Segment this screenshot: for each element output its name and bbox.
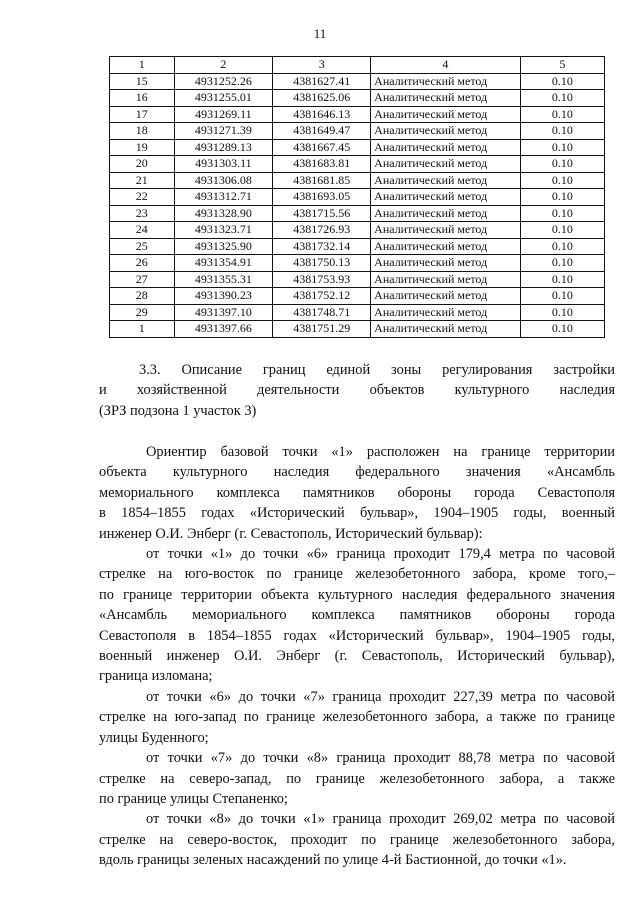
paragraph-line: стрелке на юго-запад по границе железобетонного забора, а также по границе (99, 709, 615, 726)
table-row (110, 106, 605, 123)
table-row (110, 156, 605, 173)
table-cell: 29 (110, 304, 175, 321)
table-header-cell: 1 (110, 57, 175, 74)
paragraph-line: по границе территории объекта культурного наследия федерального значения (99, 586, 615, 603)
table-cell: 16 (110, 90, 175, 107)
table-cell: 0.10 (520, 73, 604, 90)
table-cell: 4381752.12 (273, 288, 371, 305)
table-cell: 4381627.41 (273, 73, 371, 90)
table-header-cell: 5 (520, 57, 604, 74)
table-cell: 27 (110, 271, 175, 288)
table-cell: 4381646.13 (273, 106, 371, 123)
table-row (110, 205, 605, 222)
paragraph-line: граница изломана; (99, 668, 213, 685)
table-cell: 4931306.08 (174, 172, 273, 189)
table-cell: Аналитический метод (371, 222, 521, 239)
table-cell: 4931323.71 (174, 222, 273, 239)
table-cell: Аналитический метод (371, 304, 521, 321)
table-header-cell: 4 (371, 57, 521, 74)
paragraph (99, 809, 615, 870)
table-cell: 23 (110, 205, 175, 222)
table-row (110, 288, 605, 305)
table-cell: 26 (110, 255, 175, 272)
table-cell: Аналитический метод (371, 271, 521, 288)
table-cell: 4931397.10 (174, 304, 273, 321)
table-cell: 0.10 (520, 172, 604, 189)
paragraph-line: вдоль границы зеленых насаждений по улице 4-й Бастионной, до точки «1». (99, 852, 567, 869)
table-cell: 4931252.26 (174, 73, 273, 90)
table-cell: 4931255.01 (174, 90, 273, 107)
table-cell: 0.10 (520, 123, 604, 140)
paragraph (99, 687, 615, 748)
paragraph-line: стрелке на северо-восток, проходит по границе железобетонного забора, (99, 831, 615, 848)
table-row (110, 321, 605, 338)
table-cell: Аналитический метод (371, 205, 521, 222)
table-cell: 4931312.71 (174, 189, 273, 206)
table-cell: Аналитический метод (371, 321, 521, 338)
table-cell: Аналитический метод (371, 123, 521, 140)
paragraph-line: стрелке на юго-восток по границе железобетонного забора, кроме того,– (99, 566, 615, 583)
table-cell: 22 (110, 189, 175, 206)
table-cell: 0.10 (520, 222, 604, 239)
page-number: 11 (313, 26, 327, 41)
paragraph-line: улицы Буденного; (99, 729, 209, 746)
table-cell: 24 (110, 222, 175, 239)
paragraph-line: от точки «7» до точки «8» граница проходит 88,78 метра по часовой (146, 750, 615, 767)
table-cell: 0.10 (520, 205, 604, 222)
table-cell: 20 (110, 156, 175, 173)
table-row (110, 73, 605, 90)
table-cell: 1 (110, 321, 175, 338)
table-cell: 28 (110, 288, 175, 305)
table-row (110, 222, 605, 239)
table-cell: 4381726.93 (273, 222, 371, 239)
paragraph-line: от точки «8» до точки «1» граница проходит 269,02 метра по часовой (146, 811, 615, 828)
paragraph-line: инженер О.И. Энберг (г. Севастополь, Исторический бульвар): (99, 525, 483, 542)
paragraph-line: по границе улицы Степаненко; (99, 790, 288, 807)
table-cell: 4381683.81 (273, 156, 371, 173)
table-cell: 4931271.39 (174, 123, 273, 140)
table-cell: 4931269.11 (174, 106, 273, 123)
table-cell: 0.10 (520, 288, 604, 305)
table-row (110, 139, 605, 156)
paragraph (99, 748, 615, 809)
table-cell: 19 (110, 139, 175, 156)
table-header-row (110, 57, 605, 74)
table-cell: 4931390.23 (174, 288, 273, 305)
table-cell: Аналитический метод (371, 172, 521, 189)
paragraph-line: объекта культурного наследия федерального значения «Ансамбль (99, 464, 615, 481)
table-cell: Аналитический метод (371, 73, 521, 90)
table-row (110, 238, 605, 255)
paragraph-line: от точки «6» до точки «7» граница проходит 227,39 метра по часовой (146, 688, 615, 705)
section-heading-line: и хозяйственной деятельности объектов культурного наследия (99, 382, 615, 399)
paragraph-line: Ориентир базовой точки «1» расположен на границе территории (146, 444, 615, 460)
table-cell: 0.10 (520, 90, 604, 107)
table-row (110, 172, 605, 189)
table-header-cell: 3 (273, 57, 371, 74)
section-heading-line: (ЗРЗ подзона 1 участок 3) (99, 402, 257, 419)
table-cell: Аналитический метод (371, 139, 521, 156)
coordinates-table (109, 56, 605, 338)
table-cell: Аналитический метод (371, 156, 521, 173)
paragraph-line: военный инженер О.И. Энберг (г. Севастополь, Исторический бульвар), (99, 648, 615, 665)
table-cell: 0.10 (520, 189, 604, 206)
table-cell: Аналитический метод (371, 189, 521, 206)
table-row (110, 255, 605, 272)
table-cell: 4381625.06 (273, 90, 371, 107)
table-cell: 0.10 (520, 304, 604, 321)
table-cell: 25 (110, 238, 175, 255)
table-cell: 15 (110, 73, 175, 90)
table-cell: 4931354.91 (174, 255, 273, 272)
table-cell: Аналитический метод (371, 90, 521, 107)
table-cell: 17 (110, 106, 175, 123)
paragraph-line: в 1854–1855 годах «Исторический бульвар», 1904–1905 годы, военный (99, 505, 615, 522)
table-cell: 18 (110, 123, 175, 140)
table-cell: 4381751.29 (273, 321, 371, 338)
table-cell: 4931303.11 (174, 156, 273, 173)
section-heading (99, 360, 615, 421)
table-cell: 4381715.56 (273, 205, 371, 222)
table-cell: 4381681.85 (273, 172, 371, 189)
table-row (110, 90, 605, 107)
table-cell: 0.10 (520, 106, 604, 123)
table-cell: 0.10 (520, 255, 604, 272)
section-heading-line: 3.3. Описание границ единой зоны регулирования застройки (139, 362, 615, 378)
table-row (110, 271, 605, 288)
table-row (110, 123, 605, 140)
paragraph-line: мемориального комплекса памятников обороны города Севастополя (99, 484, 615, 501)
table-cell: 21 (110, 172, 175, 189)
table-body (110, 73, 605, 337)
table-cell: 4381732.14 (273, 238, 371, 255)
table-cell: 4931289.13 (174, 139, 273, 156)
table-cell: 4931325.90 (174, 238, 273, 255)
table-cell: Аналитический метод (371, 106, 521, 123)
table-cell: Аналитический метод (371, 288, 521, 305)
table-cell: 0.10 (520, 271, 604, 288)
table-cell: 0.10 (520, 139, 604, 156)
paragraph-line: «Ансамбль мемориального комплекса памятников обороны города (99, 607, 615, 624)
table-cell: 4381748.71 (273, 304, 371, 321)
table-cell: 4381750.13 (273, 255, 371, 272)
paragraph-line: Севастополя в 1854–1855 годах «Исторический бульвар», 1904–1905 годы, (99, 627, 615, 644)
table-cell: 4381667.45 (273, 139, 371, 156)
table-cell: 4931397.66 (174, 321, 273, 338)
table-cell: 0.10 (520, 238, 604, 255)
table-cell: 4381753.93 (273, 271, 371, 288)
table-cell: 4931355.31 (174, 271, 273, 288)
table-cell: 0.10 (520, 321, 604, 338)
table-cell: 0.10 (520, 156, 604, 173)
boundary-description (99, 442, 615, 871)
table-cell: 4931328.90 (174, 205, 273, 222)
table-cell: Аналитический метод (371, 238, 521, 255)
paragraph (99, 544, 615, 687)
paragraph-line: от точки «1» до точки «6» граница проходит 179,4 метра по часовой (146, 546, 615, 563)
table-row (110, 304, 605, 321)
table-header-cell: 2 (174, 57, 273, 74)
paragraph (99, 442, 615, 544)
paragraph-line: стрелке на северо-запад, по границе железобетонного забора, а также (99, 770, 615, 787)
table-cell: 4381693.05 (273, 189, 371, 206)
table-row (110, 189, 605, 206)
table-cell: 4381649.47 (273, 123, 371, 140)
table-cell: Аналитический метод (371, 255, 521, 272)
